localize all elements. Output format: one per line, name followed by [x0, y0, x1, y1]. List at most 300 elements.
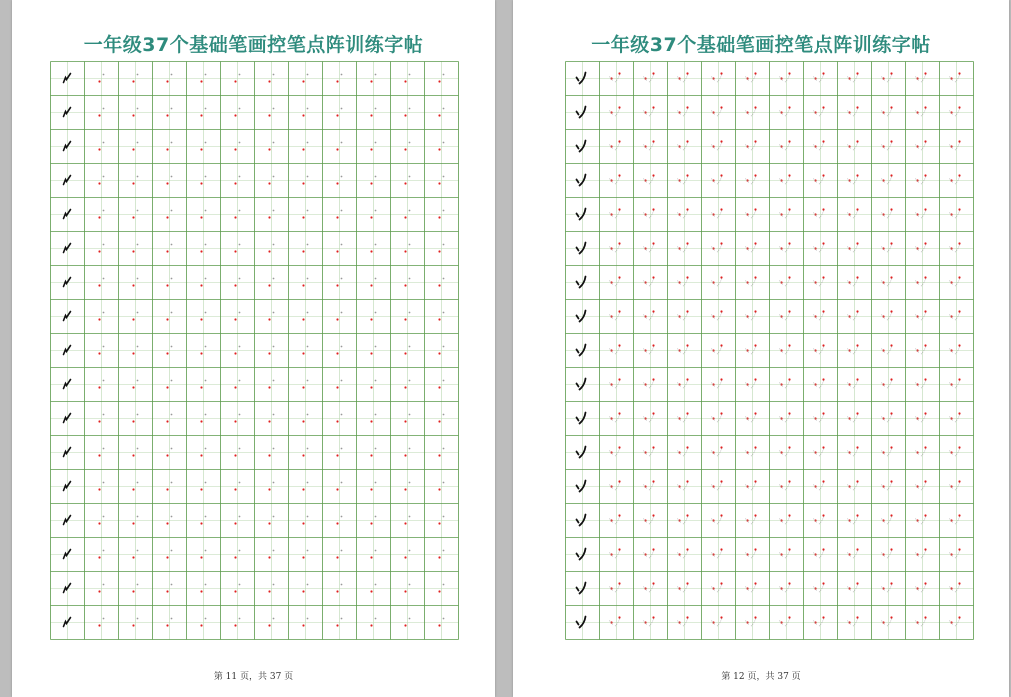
trace-dot: [438, 148, 440, 150]
trace-dot: [822, 276, 824, 278]
trace-dot: [137, 346, 139, 348]
trace-dot: [302, 250, 304, 252]
trace-dot: [307, 312, 309, 314]
trace-dot: [336, 148, 338, 150]
trace-dot: [409, 74, 411, 76]
trace-dot: [618, 446, 620, 448]
trace-dot: [132, 114, 134, 116]
trace-dot: [754, 276, 756, 278]
trace-dot: [375, 176, 377, 178]
trace-dot: [958, 548, 960, 550]
trace-dot: [652, 548, 654, 550]
trace-dot: [404, 182, 406, 184]
trace-dot: [370, 216, 372, 218]
trace-dot: [618, 242, 620, 244]
trace-dot: [137, 108, 139, 110]
trace-dot: [268, 488, 270, 490]
trace-dot: [171, 584, 173, 586]
trace-dot: [273, 414, 275, 416]
page-title: 一年级37个基础笔画控笔点阵训练字帖: [591, 34, 931, 56]
trace-dot: [924, 446, 926, 448]
trace-dot: [336, 590, 338, 592]
example-stroke-mark: [64, 380, 71, 389]
trace-dot: [98, 454, 100, 456]
trace-dot: [438, 420, 440, 422]
trace-dot: [205, 108, 207, 110]
trace-dot: [132, 318, 134, 320]
trace-dot: [171, 278, 173, 280]
trace-dot: [171, 516, 173, 518]
trace-dot: [200, 80, 202, 82]
trace-dot: [618, 514, 620, 516]
trace-dot: [438, 352, 440, 354]
trace-dot: [375, 244, 377, 246]
trace-dot: [200, 352, 202, 354]
trace-dot: [205, 142, 207, 144]
trace-dot: [924, 72, 926, 74]
trace-dot: [404, 454, 406, 456]
trace-dot: [132, 182, 134, 184]
trace-dot: [754, 616, 756, 618]
trace-dot: [375, 278, 377, 280]
trace-dot: [686, 72, 688, 74]
trace-dot: [166, 420, 168, 422]
trace-dot: [239, 448, 241, 450]
trace-dot: [618, 174, 620, 176]
trace-dot: [205, 210, 207, 212]
trace-dot: [788, 140, 790, 142]
trace-dot: [404, 522, 406, 524]
trace-dot: [754, 174, 756, 176]
trace-dot: [239, 74, 241, 76]
trace-dot: [205, 482, 207, 484]
trace-dot: [443, 74, 445, 76]
trace-dot: [652, 582, 654, 584]
trace-dot: [239, 618, 241, 620]
trace-dot: [137, 244, 139, 246]
trace-dot: [171, 380, 173, 382]
example-stroke-mark: [64, 414, 71, 423]
trace-dot: [438, 556, 440, 558]
trace-dot: [239, 108, 241, 110]
trace-dot: [443, 142, 445, 144]
trace-dot: [443, 176, 445, 178]
trace-dot: [443, 312, 445, 314]
trace-dot: [720, 582, 722, 584]
trace-dot: [652, 106, 654, 108]
trace-dot: [652, 480, 654, 482]
trace-dot: [273, 584, 275, 586]
trace-dot: [171, 108, 173, 110]
trace-dot: [409, 176, 411, 178]
trace-dot: [234, 488, 236, 490]
trace-dot: [686, 276, 688, 278]
trace-dot: [336, 624, 338, 626]
trace-dot: [103, 278, 105, 280]
trace-dot: [200, 114, 202, 116]
trace-dot: [754, 106, 756, 108]
trace-dot: [132, 352, 134, 354]
trace-dot: [958, 446, 960, 448]
trace-dot: [375, 380, 377, 382]
trace-dot: [652, 140, 654, 142]
trace-dot: [268, 284, 270, 286]
trace-dot: [200, 284, 202, 286]
trace-dot: [98, 80, 100, 82]
example-stroke-mark: [577, 554, 579, 557]
trace-dot: [686, 616, 688, 618]
trace-dot: [336, 114, 338, 116]
trace-dot: [856, 378, 858, 380]
trace-dot: [438, 624, 440, 626]
trace-dot: [132, 590, 134, 592]
trace-dot: [924, 548, 926, 550]
trace-dot: [618, 276, 620, 278]
trace-dot: [103, 482, 105, 484]
trace-dot: [234, 522, 236, 524]
trace-dot: [200, 216, 202, 218]
trace-dot: [273, 142, 275, 144]
trace-dot: [618, 480, 620, 482]
trace-dot: [137, 448, 139, 450]
page-number-footer: 第 11 页，共 37 页: [213, 672, 294, 682]
stroke-marks: [577, 72, 961, 627]
trace-dot: [958, 174, 960, 176]
trace-dot: [273, 346, 275, 348]
trace-dot: [856, 242, 858, 244]
trace-dot: [438, 488, 440, 490]
trace-dot: [958, 378, 960, 380]
trace-dot: [618, 106, 620, 108]
trace-dot: [166, 556, 168, 558]
trace-dot: [137, 516, 139, 518]
trace-dot: [302, 216, 304, 218]
trace-dot: [438, 216, 440, 218]
trace-dot: [890, 514, 892, 516]
trace-dot: [137, 482, 139, 484]
trace-dot: [268, 216, 270, 218]
trace-dot: [375, 142, 377, 144]
trace-dot: [720, 72, 722, 74]
trace-dot: [166, 318, 168, 320]
trace-dot: [618, 344, 620, 346]
trace-dot: [856, 276, 858, 278]
trace-dot: [618, 72, 620, 74]
trace-dot: [200, 624, 202, 626]
trace-dot: [788, 446, 790, 448]
trace-dot: [171, 176, 173, 178]
trace-dot: [409, 448, 411, 450]
trace-dot: [686, 480, 688, 482]
trace-dot: [754, 140, 756, 142]
trace-dot: [302, 420, 304, 422]
trace-dot: [103, 346, 105, 348]
trace-dot: [268, 352, 270, 354]
trace-dot: [273, 448, 275, 450]
trace-dot: [341, 346, 343, 348]
trace-dot: [788, 344, 790, 346]
trace-dot: [137, 176, 139, 178]
trace-dot: [438, 522, 440, 524]
trace-dot: [370, 352, 372, 354]
trace-dot: [239, 584, 241, 586]
trace-dot: [890, 446, 892, 448]
trace-dot: [856, 140, 858, 142]
trace-dot: [720, 514, 722, 516]
trace-dot: [307, 210, 309, 212]
trace-dot: [686, 140, 688, 142]
trace-dot: [404, 386, 406, 388]
trace-dot: [132, 454, 134, 456]
trace-dot: [370, 556, 372, 558]
trace-dot: [822, 514, 824, 516]
example-stroke-mark: [577, 350, 579, 353]
trace-dot: [924, 106, 926, 108]
trace-dot: [268, 114, 270, 116]
trace-dot: [103, 380, 105, 382]
trace-dot: [273, 380, 275, 382]
trace-dot: [720, 480, 722, 482]
trace-dot: [409, 108, 411, 110]
trace-dot: [307, 244, 309, 246]
trace-dot: [341, 176, 343, 178]
trace-dot: [268, 318, 270, 320]
trace-dot: [234, 318, 236, 320]
trace-dot: [370, 488, 372, 490]
trace-dot: [409, 346, 411, 348]
trace-dot: [822, 344, 824, 346]
example-stroke-mark: [64, 346, 71, 355]
trace-dot: [200, 182, 202, 184]
trace-dot: [268, 522, 270, 524]
trace-dot: [336, 352, 338, 354]
trace-dot: [137, 142, 139, 144]
trace-dot: [302, 522, 304, 524]
trace-dot: [171, 414, 173, 416]
trace-dot: [234, 216, 236, 218]
example-stroke-mark: [64, 74, 71, 83]
trace-dot: [205, 550, 207, 552]
trace-dot: [409, 142, 411, 144]
trace-dot: [370, 624, 372, 626]
trace-dot: [307, 482, 309, 484]
example-stroke-mark: [577, 316, 579, 319]
trace-dot: [443, 516, 445, 518]
trace-dot: [171, 618, 173, 620]
trace-dot: [302, 386, 304, 388]
trace-dot: [404, 352, 406, 354]
trace-dot: [132, 284, 134, 286]
trace-dot: [822, 480, 824, 482]
trace-dot: [788, 106, 790, 108]
trace-dot: [788, 310, 790, 312]
trace-dot: [268, 624, 270, 626]
trace-dot: [302, 80, 304, 82]
trace-dot: [720, 242, 722, 244]
trace-dot: [268, 386, 270, 388]
trace-dot: [302, 182, 304, 184]
trace-dot: [336, 488, 338, 490]
trace-dot: [268, 454, 270, 456]
trace-dot: [336, 318, 338, 320]
trace-dot: [239, 278, 241, 280]
trace-dot: [307, 448, 309, 450]
trace-dot: [443, 414, 445, 416]
trace-dot: [137, 618, 139, 620]
trace-dot: [924, 208, 926, 210]
trace-dot: [103, 584, 105, 586]
trace-dot: [98, 386, 100, 388]
trace-dot: [890, 208, 892, 210]
page-number-footer: 第 12 页，共 37 页: [721, 672, 801, 682]
trace-dot: [307, 278, 309, 280]
trace-dot: [268, 590, 270, 592]
trace-dot: [171, 482, 173, 484]
trace-dot: [375, 516, 377, 518]
trace-dot: [234, 420, 236, 422]
trace-dot: [239, 210, 241, 212]
trace-dot: [268, 80, 270, 82]
trace-dot: [443, 346, 445, 348]
trace-dot: [686, 242, 688, 244]
trace-dot: [618, 548, 620, 550]
trace-dot: [171, 448, 173, 450]
trace-dot: [103, 74, 105, 76]
trace-dot: [132, 148, 134, 150]
trace-dot: [307, 108, 309, 110]
trace-dot: [375, 414, 377, 416]
trace-dot: [686, 446, 688, 448]
trace-dot: [788, 616, 790, 618]
trace-dot: [924, 616, 926, 618]
trace-dot: [200, 420, 202, 422]
trace-dot: [890, 344, 892, 346]
trace-dot: [98, 420, 100, 422]
trace-dot: [200, 454, 202, 456]
trace-dot: [103, 210, 105, 212]
trace-dot: [205, 380, 207, 382]
trace-dot: [686, 106, 688, 108]
trace-dot: [302, 624, 304, 626]
trace-dot: [822, 310, 824, 312]
trace-dot: [103, 618, 105, 620]
trace-dot: [890, 616, 892, 618]
trace-dot: [890, 378, 892, 380]
trace-dot: [98, 624, 100, 626]
example-stroke-mark: [64, 278, 71, 287]
trace-dot: [822, 548, 824, 550]
example-stroke-mark: [577, 282, 579, 285]
example-stroke-mark: [577, 248, 579, 251]
trace-dot: [341, 516, 343, 518]
trace-dot: [103, 244, 105, 246]
example-stroke-mark: [64, 482, 71, 491]
trace-dot: [132, 386, 134, 388]
trace-dot: [336, 250, 338, 252]
trace-dot: [341, 142, 343, 144]
trace-dot: [307, 74, 309, 76]
trace-dot: [788, 480, 790, 482]
trace-dot: [103, 176, 105, 178]
trace-dot: [958, 310, 960, 312]
trace-dot: [652, 446, 654, 448]
trace-dot: [137, 584, 139, 586]
trace-dot: [652, 616, 654, 618]
trace-dot: [239, 414, 241, 416]
trace-dot: [171, 346, 173, 348]
trace-dot: [856, 480, 858, 482]
trace-dot: [404, 556, 406, 558]
trace-dot: [686, 412, 688, 414]
trace-dot: [239, 482, 241, 484]
trace-dot: [438, 386, 440, 388]
trace-dot: [307, 550, 309, 552]
trace-dot: [273, 244, 275, 246]
trace-dot: [98, 352, 100, 354]
trace-dot: [652, 276, 654, 278]
trace-dot: [890, 310, 892, 312]
example-stroke-mark: [64, 516, 71, 525]
trace-dot: [132, 488, 134, 490]
trace-dot: [341, 380, 343, 382]
trace-dot: [166, 216, 168, 218]
example-stroke-mark: [577, 112, 579, 115]
trace-dot: [302, 284, 304, 286]
trace-dot: [137, 380, 139, 382]
trace-dot: [200, 488, 202, 490]
trace-dot: [370, 420, 372, 422]
example-stroke-mark: [64, 108, 71, 117]
trace-dot: [438, 182, 440, 184]
trace-dot: [171, 312, 173, 314]
trace-dot: [686, 174, 688, 176]
trace-dot: [822, 446, 824, 448]
trace-dot: [370, 250, 372, 252]
example-stroke-mark: [577, 588, 579, 591]
trace-dot: [302, 590, 304, 592]
trace-dot: [856, 514, 858, 516]
trace-dot: [307, 414, 309, 416]
example-stroke-mark: [64, 176, 71, 185]
trace-dot: [171, 550, 173, 552]
trace-dot: [686, 208, 688, 210]
trace-dot: [958, 208, 960, 210]
trace-dot: [171, 210, 173, 212]
trace-dot: [958, 514, 960, 516]
trace-dot: [341, 210, 343, 212]
trace-dot: [205, 448, 207, 450]
trace-dot: [234, 114, 236, 116]
trace-dot: [166, 148, 168, 150]
trace-dot: [720, 548, 722, 550]
example-stroke-mark: [577, 180, 579, 183]
trace-dot: [307, 584, 309, 586]
trace-dot: [166, 624, 168, 626]
trace-dot: [205, 584, 207, 586]
trace-dot: [720, 412, 722, 414]
trace-dot: [375, 210, 377, 212]
trace-dot: [375, 550, 377, 552]
trace-dot: [890, 174, 892, 176]
trace-dot: [375, 448, 377, 450]
trace-dot: [200, 250, 202, 252]
trace-dot: [341, 584, 343, 586]
trace-dot: [404, 114, 406, 116]
trace-dot: [307, 380, 309, 382]
trace-dot: [341, 278, 343, 280]
trace-dot: [166, 386, 168, 388]
trace-dot: [268, 148, 270, 150]
